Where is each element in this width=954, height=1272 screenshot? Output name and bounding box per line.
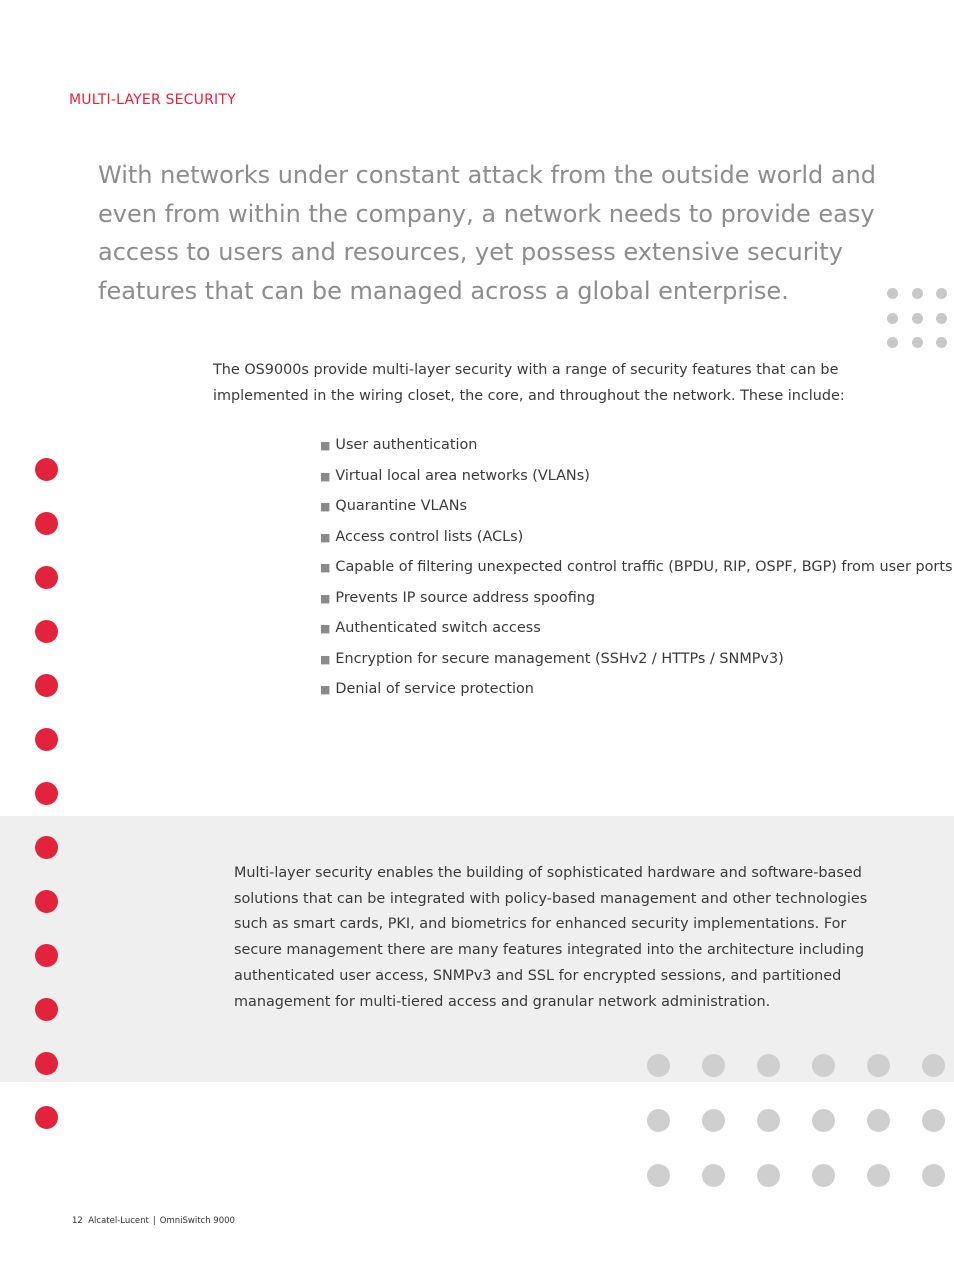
gray-dot-small [887, 313, 898, 324]
feature-item-label: Encryption for secure management (SSHv2 / HTTPs / SNMPv3) [335, 650, 784, 667]
red-dot [35, 890, 58, 913]
section-title: MULTI-LAYER SECURITY [69, 92, 236, 108]
gray-dot-large [867, 1054, 890, 1077]
footer-separator: | [152, 1216, 156, 1226]
gray-dot-large [702, 1054, 725, 1077]
red-dot [35, 458, 58, 481]
feature-item-label: Quarantine VLANs [335, 498, 468, 514]
feature-item-label: Denial of service protection [335, 681, 534, 697]
gray-dot-large [647, 1054, 670, 1077]
red-dot [35, 620, 58, 643]
square-bullet-icon: ■ [320, 622, 331, 635]
square-bullet-icon: ■ [320, 469, 331, 483]
red-dot [35, 566, 58, 589]
square-bullet-icon: ■ [320, 652, 331, 666]
red-dot [35, 782, 58, 805]
footer-product: OmniSwitch 9000 [159, 1216, 235, 1226]
body-paragraph: Multi-layer security enables the building of sophisticated hardware and software-based solutions that can be integrated with policy-based management and other technologies such as smart cards, PKI, and biometrics for enhanced security implementations. For secure management there are many features integrated into the architecture including authenticated user access, SNMPv3 and SSL for encrypted sessions, and partitioned management for multi-tiered access and granular network administration. [234, 865, 868, 1010]
feature-item-label: Virtual local area networks (VLANs) [335, 467, 590, 484]
gray-dot-small [912, 288, 923, 299]
feature-item [320, 522, 940, 553]
feature-item [320, 552, 953, 583]
gray-dot-large [922, 1109, 945, 1132]
gray-dot-small [887, 337, 898, 348]
feature-item [320, 461, 940, 492]
gray-dot-large [867, 1164, 890, 1187]
gray-dot-small [912, 337, 923, 348]
gray-dot-large [647, 1109, 670, 1132]
lead-paragraph: With networks under constant attack from the outside world and even from within the company, a network needs to provide easy access to users and resources, yet possess extensive security features that can be managed across a global enterprise. [98, 161, 877, 305]
gray-dot-small [936, 313, 947, 324]
gray-dot-large [647, 1164, 670, 1187]
red-dot [35, 1052, 58, 1075]
gray-dot-large [867, 1109, 890, 1132]
feature-list [320, 430, 953, 705]
feature-item [320, 613, 940, 644]
intro-paragraph: The OS9000s provide multi-layer security with a range of security features that can be implemented in the wiring closet, the core, and throughout the network. These include: [213, 362, 845, 404]
gray-dot-large [812, 1054, 835, 1077]
footer-brand: Alcatel-Lucent [88, 1216, 149, 1226]
red-dot [35, 512, 58, 535]
page-footer [72, 1216, 235, 1226]
feature-item [320, 491, 940, 522]
square-bullet-icon: ■ [320, 500, 331, 513]
gray-dot-small [936, 288, 947, 299]
gray-dot-small [887, 288, 898, 299]
gray-dot-large [757, 1109, 780, 1132]
feature-item-label: User authentication [335, 437, 478, 453]
gray-dot-small [936, 337, 947, 348]
gray-dot-large [702, 1164, 725, 1187]
gray-dot-large [757, 1054, 780, 1077]
feature-item-label: Authenticated switch access [335, 620, 541, 636]
page-number: 12 [72, 1216, 83, 1226]
square-bullet-icon: ■ [320, 530, 331, 544]
feature-item-label: Capable of filtering unexpected control traffic (BPDU, RIP, OSPF, BGP) from user ports [335, 559, 953, 575]
feature-item-label: Prevents IP source address spoofing [335, 589, 596, 606]
red-dot [35, 836, 58, 859]
gray-dot-large [922, 1054, 945, 1077]
gray-dot-large [812, 1164, 835, 1187]
square-bullet-icon: ■ [320, 439, 331, 452]
feature-item [320, 674, 940, 705]
feature-item [320, 430, 940, 461]
red-dot [35, 1106, 58, 1129]
feature-item [320, 583, 940, 614]
gray-dot-large [702, 1109, 725, 1132]
red-dot [35, 998, 58, 1021]
gray-dot-large [812, 1109, 835, 1132]
feature-item-label: Access control lists (ACLs) [335, 528, 524, 545]
gray-dot-large [757, 1164, 780, 1187]
red-dot [35, 674, 58, 697]
gray-dot-large [922, 1164, 945, 1187]
red-dot [35, 728, 58, 751]
gray-dot-small [912, 313, 923, 324]
square-bullet-icon: ■ [320, 561, 331, 574]
square-bullet-icon: ■ [320, 683, 331, 696]
square-bullet-icon: ■ [320, 591, 331, 605]
red-dot [35, 944, 58, 967]
feature-item [320, 644, 940, 675]
